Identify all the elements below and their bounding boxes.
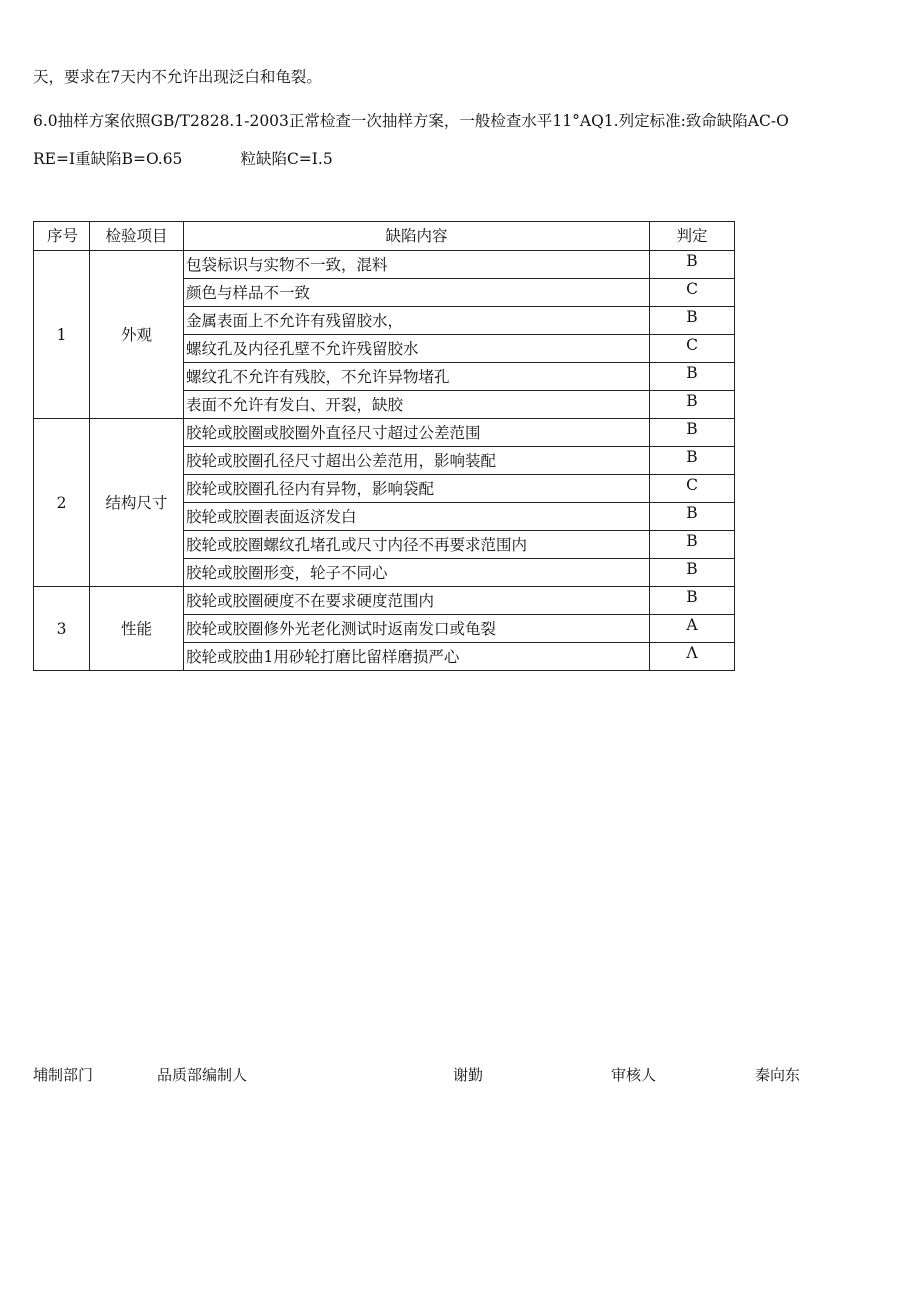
table-row [34,587,735,615]
grade-cell: B [650,251,735,279]
grade-cell: Λ [650,643,735,671]
footer-reviewer-label: 审核人 [611,1066,657,1084]
grade-cell: C [650,475,735,503]
defect-cell: 包袋标识与实物不一致，混料 [184,251,650,279]
group-1-no: 1 [34,251,90,419]
defect-cell: 表面不允许有发白、开裂，缺胶 [184,391,650,419]
defect-cell: 胶轮或胶圈形变，轮子不同心 [184,559,650,587]
defect-cell: 胶轮或胶圈硬度不在要求硬度范围内 [184,587,650,615]
paragraph-2: 6.0抽样方案依照GB/T2828.1-2003正常检查一次抽样方案，一般检查水平11°AQ1.列定标准:致命缺陷AC-O [33,112,789,130]
grade-cell: B [650,503,735,531]
paragraph-3-part1: RE=I重缺陷B=O.65 [33,150,183,168]
defect-cell: 胶轮或胶圈螺纹孔堵孔或尺寸内径不再要求范围内 [184,531,650,559]
grade-cell: B [650,587,735,615]
header-defect: 缺陷内容 [184,222,650,251]
inspection-table [33,221,735,671]
grade-cell: B [650,531,735,559]
defect-cell: 颜色与样品不一致 [184,279,650,307]
defect-cell: 胶轮或胶圈或胶圈外直径尺寸超过公差范围 [184,419,650,447]
grade-cell: B [650,307,735,335]
footer-dept-label: 埔制部门 [33,1066,94,1084]
footer-author: 谢勤 [453,1066,484,1084]
grade-cell: C [650,335,735,363]
table-header-row [34,222,735,251]
defect-cell: 胶轮或胶圈孔径尺寸超出公差范用，影响装配 [184,447,650,475]
grade-cell: B [650,447,735,475]
group-2-item: 结构尺寸 [90,419,184,587]
footer-reviewer: 秦向东 [755,1066,801,1084]
table-row [34,251,735,279]
grade-cell: B [650,419,735,447]
defect-cell: 螺纹孔不允许有残胶，不允许异物堵孔 [184,363,650,391]
group-3-no: 3 [34,587,90,671]
paragraph-3 [33,149,333,169]
group-3-item: 性能 [90,587,184,671]
paragraph-3-part2: 粒缺陷C=I.5 [240,150,333,168]
defect-cell: 胶轮或胶曲1用砂轮打磨比留样磨损严心 [184,643,650,671]
defect-cell: 胶轮或胶圈表面返济发白 [184,503,650,531]
header-grade: 判定 [650,222,735,251]
group-1-item: 外观 [90,251,184,419]
grade-cell: C [650,279,735,307]
defect-cell: 胶轮或胶圈修外光老化测试时返南发口或龟裂 [184,615,650,643]
header-no: 序号 [34,222,90,251]
footer-dept-value: 品质部编制人 [157,1066,248,1084]
group-2-no: 2 [34,419,90,587]
defect-cell: 螺纹孔及内径孔壁不允许残留胶水 [184,335,650,363]
paragraph-1: 天，要求在7天内不允许出现泛白和龟裂。 [33,68,322,86]
defect-cell: 金属表面上不允许有残留胶水， [184,307,650,335]
grade-cell: A [650,615,735,643]
grade-cell: B [650,363,735,391]
defect-cell: 胶轮或胶圈孔径内有异物，影响袋配 [184,475,650,503]
grade-cell: B [650,391,735,419]
table-row [34,419,735,447]
grade-cell: B [650,559,735,587]
header-item: 检验项目 [90,222,184,251]
